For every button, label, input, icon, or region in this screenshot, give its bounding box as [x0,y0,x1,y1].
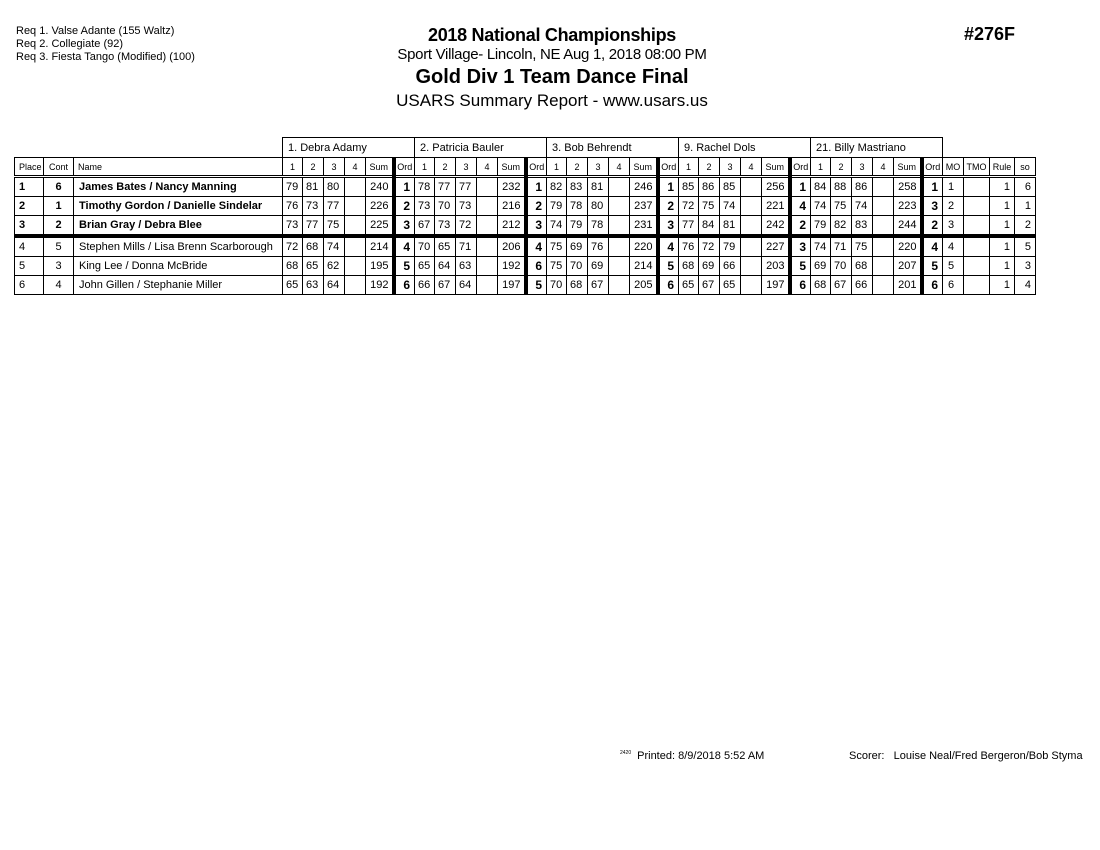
sum-cell: 212 [498,216,526,237]
sum-cell: 197 [498,276,526,295]
sum-cell: 207 [894,257,922,276]
tmo-cell [964,236,990,257]
contestant-number-cell: 1 [44,197,74,216]
score-2-cell: 86 [699,177,720,197]
ordinal-cell: 5 [658,257,679,276]
ordinal-cell: 3 [790,236,811,257]
mo-cell: 1 [943,177,964,197]
table-row [15,276,1036,295]
score-2-cell: 67 [699,276,720,295]
col-s1: 1 [679,158,699,177]
score-4-cell [873,177,894,197]
ordinal-cell: 6 [394,276,415,295]
ordinal-cell: 2 [922,216,943,237]
contestant-number-cell: 3 [44,257,74,276]
score-1-cell: 82 [547,177,567,197]
tmo-cell [964,197,990,216]
col-so: so [1015,158,1036,177]
table-row [15,236,1036,257]
rule-cell: 1 [990,276,1015,295]
sum-cell: 220 [894,236,922,257]
score-2-cell: 65 [303,257,324,276]
sum-cell: 195 [366,257,394,276]
score-3-cell: 86 [852,177,873,197]
score-4-cell [873,257,894,276]
ordinal-cell: 3 [526,216,547,237]
score-3-cell: 64 [324,276,345,295]
score-3-cell: 66 [852,276,873,295]
sum-cell: 231 [630,216,658,237]
score-2-cell: 73 [435,216,456,237]
col-s3: 3 [324,158,345,177]
place-cell: 4 [15,236,44,257]
score-4-cell [477,197,498,216]
ordinal-cell: 4 [790,197,811,216]
team-name-cell: John Gillen / Stephanie Miller [74,276,283,295]
ordinal-cell: 2 [658,197,679,216]
col-s2: 2 [567,158,588,177]
event-number: #276F [964,24,1016,44]
col-s4: 4 [741,158,762,177]
score-4-cell [609,236,630,257]
score-1-cell: 75 [547,257,567,276]
rule-cell: 1 [990,236,1015,257]
so-cell: 5 [1015,236,1036,257]
judge-4-name: 9. Rachel Dols [679,138,811,158]
col-s4: 4 [873,158,894,177]
table-row [15,197,1036,216]
score-4-cell [345,236,366,257]
contestant-number-cell: 6 [44,177,74,197]
score-1-cell: 65 [679,276,699,295]
score-4-cell [477,177,498,197]
score-4-cell [345,276,366,295]
team-name-cell: James Bates / Nancy Manning [74,177,283,197]
score-3-cell: 68 [852,257,873,276]
score-1-cell: 70 [547,276,567,295]
score-2-cell: 71 [831,236,852,257]
sum-cell: 214 [366,236,394,257]
col-ord: Ord [526,158,547,177]
judge-5-name: 21. Billy Mastriano [811,138,943,158]
ordinal-cell: 2 [526,197,547,216]
score-1-cell: 76 [679,236,699,257]
score-3-cell: 80 [324,177,345,197]
col-sum: Sum [894,158,922,177]
score-4-cell [609,216,630,237]
sum-cell: 225 [366,216,394,237]
col-s3: 3 [720,158,741,177]
score-3-cell: 77 [324,197,345,216]
score-2-cell: 68 [567,276,588,295]
score-3-cell: 81 [588,177,609,197]
col-s2: 2 [303,158,324,177]
sum-cell: 201 [894,276,922,295]
col-ord: Ord [790,158,811,177]
score-1-cell: 69 [811,257,831,276]
score-2-cell: 81 [303,177,324,197]
score-2-cell: 84 [699,216,720,237]
score-3-cell: 74 [852,197,873,216]
tmo-cell [964,177,990,197]
score-1-cell: 79 [283,177,303,197]
sum-cell: 244 [894,216,922,237]
score-1-cell: 73 [283,216,303,237]
sum-cell: 226 [366,197,394,216]
printed-date: Printed: 8/9/2018 5:52 AM [637,750,765,762]
col-s1: 1 [547,158,567,177]
sum-cell: 256 [762,177,790,197]
score-1-cell: 78 [415,177,435,197]
table-row [15,177,1036,197]
score-4-cell [477,216,498,237]
col-ord: Ord [394,158,415,177]
score-3-cell: 64 [456,276,477,295]
ordinal-cell: 1 [790,177,811,197]
ordinal-cell: 4 [526,236,547,257]
ordinal-cell: 6 [526,257,547,276]
score-1-cell: 77 [679,216,699,237]
team-name-cell: Stephen Mills / Lisa Brenn Scarborough [74,236,283,257]
score-2-cell: 72 [699,236,720,257]
team-name-cell: King Lee / Donna McBride [74,257,283,276]
ordinal-cell: 3 [922,197,943,216]
score-2-cell: 73 [303,197,324,216]
col-name: Name [74,158,283,177]
so-cell: 1 [1015,197,1036,216]
score-3-cell: 80 [588,197,609,216]
mo-cell: 6 [943,276,964,295]
sum-cell: 227 [762,236,790,257]
score-1-cell: 85 [679,177,699,197]
col-ord: Ord [658,158,679,177]
ordinal-cell: 6 [658,276,679,295]
score-2-cell: 68 [303,236,324,257]
col-cont: Cont [44,158,74,177]
report-header [352,24,752,112]
score-1-cell: 68 [679,257,699,276]
place-cell: 6 [15,276,44,295]
score-4-cell [609,276,630,295]
score-3-cell: 69 [588,257,609,276]
sum-cell: 192 [366,276,394,295]
col-s4: 4 [345,158,366,177]
score-4-cell [345,257,366,276]
col-s4: 4 [609,158,630,177]
sum-cell: 242 [762,216,790,237]
score-1-cell: 74 [811,236,831,257]
score-2-cell: 69 [567,236,588,257]
score-4-cell [741,216,762,237]
scorer-names: Louise Neal/Fred Bergeron/Bob Styma [893,750,1083,762]
sum-cell: 197 [762,276,790,295]
ordinal-cell: 5 [922,257,943,276]
score-1-cell: 75 [547,236,567,257]
score-3-cell: 62 [324,257,345,276]
rule-cell: 1 [990,197,1015,216]
col-s2: 2 [831,158,852,177]
score-2-cell: 75 [699,197,720,216]
score-2-cell: 67 [831,276,852,295]
results-table [14,137,1036,295]
sum-cell: 223 [894,197,922,216]
score-3-cell: 74 [720,197,741,216]
venue-date: Sport Village- Lincoln, NE Aug 1, 2018 08:00 PM [397,46,707,63]
col-ord: Ord [922,158,943,177]
score-1-cell: 76 [283,197,303,216]
sum-cell: 220 [630,236,658,257]
score-1-cell: 67 [415,216,435,237]
score-1-cell: 72 [283,236,303,257]
sum-cell: 205 [630,276,658,295]
place-cell: 5 [15,257,44,276]
sum-cell: 192 [498,257,526,276]
score-4-cell [741,197,762,216]
score-3-cell: 65 [720,276,741,295]
score-4-cell [477,276,498,295]
tmo-cell [964,276,990,295]
score-1-cell: 68 [811,276,831,295]
score-3-cell: 63 [456,257,477,276]
score-4-cell [741,276,762,295]
place-cell: 3 [15,216,44,237]
score-4-cell [873,216,894,237]
so-cell: 2 [1015,216,1036,237]
judge-1-name: 1. Debra Adamy [283,138,415,158]
col-s3: 3 [456,158,477,177]
score-3-cell: 72 [456,216,477,237]
report-title: USARS Summary Report - www.usars.us [396,91,708,110]
scorer-info [849,750,1083,762]
score-3-cell: 73 [456,197,477,216]
score-3-cell: 83 [852,216,873,237]
score-2-cell: 83 [567,177,588,197]
score-2-cell: 65 [435,236,456,257]
rule-cell: 1 [990,216,1015,237]
competition-title: 2018 National Championships [428,25,676,45]
col-place: Place [15,158,44,177]
tmo-cell [964,216,990,237]
col-s3: 3 [588,158,609,177]
mo-cell: 5 [943,257,964,276]
ordinal-cell: 6 [922,276,943,295]
score-4-cell [345,197,366,216]
place-cell: 2 [15,197,44,216]
ordinal-cell: 1 [922,177,943,197]
score-3-cell: 79 [720,236,741,257]
col-sum: Sum [630,158,658,177]
score-1-cell: 68 [283,257,303,276]
col-mo: MO [943,158,964,177]
judge-header-row [15,138,1036,158]
score-1-cell: 74 [547,216,567,237]
col-sum: Sum [762,158,790,177]
col-s4: 4 [477,158,498,177]
score-2-cell: 70 [435,197,456,216]
mo-cell: 4 [943,236,964,257]
score-2-cell: 82 [831,216,852,237]
column-header-row [15,158,1036,177]
ordinal-cell: 2 [394,197,415,216]
score-2-cell: 70 [831,257,852,276]
score-3-cell: 76 [588,236,609,257]
score-4-cell [873,236,894,257]
score-2-cell: 63 [303,276,324,295]
score-3-cell: 77 [456,177,477,197]
sum-cell: 240 [366,177,394,197]
score-1-cell: 84 [811,177,831,197]
ordinal-cell: 1 [658,177,679,197]
col-sum: Sum [498,158,526,177]
table-row [15,257,1036,276]
score-3-cell: 71 [456,236,477,257]
score-3-cell: 75 [324,216,345,237]
sum-cell: 221 [762,197,790,216]
sum-cell: 232 [498,177,526,197]
rule-cell: 1 [990,257,1015,276]
table-row [15,216,1036,237]
col-rule: Rule [990,158,1015,177]
requirements-list [16,25,195,64]
score-3-cell: 66 [720,257,741,276]
ordinal-cell: 3 [394,216,415,237]
col-s3: 3 [852,158,873,177]
score-2-cell: 77 [303,216,324,237]
sum-cell: 216 [498,197,526,216]
score-4-cell [477,257,498,276]
score-1-cell: 70 [415,236,435,257]
score-4-cell [609,177,630,197]
tmo-cell [964,257,990,276]
score-2-cell: 77 [435,177,456,197]
ordinal-cell: 3 [658,216,679,237]
score-4-cell [873,197,894,216]
place-cell: 1 [15,177,44,197]
requirement-3: Req 3. Fiesta Tango (Modified) (100) [16,51,195,63]
col-s2: 2 [699,158,720,177]
score-2-cell: 79 [567,216,588,237]
sum-cell: 206 [498,236,526,257]
score-4-cell [741,177,762,197]
score-2-cell: 69 [699,257,720,276]
scorer-label: Scorer: [849,750,885,762]
score-4-cell [345,177,366,197]
score-1-cell: 72 [679,197,699,216]
contestant-number-cell: 4 [44,276,74,295]
contestant-number-cell: 2 [44,216,74,237]
so-cell: 4 [1015,276,1036,295]
rule-cell: 1 [990,177,1015,197]
score-4-cell [741,236,762,257]
ordinal-cell: 5 [790,257,811,276]
score-1-cell: 65 [283,276,303,295]
score-2-cell: 88 [831,177,852,197]
printed-info [620,750,764,762]
score-4-cell [609,257,630,276]
report-code: 2420 [620,750,632,756]
score-1-cell: 79 [547,197,567,216]
event-title: Gold Div 1 Team Dance Final [415,66,689,88]
score-4-cell [477,236,498,257]
col-s1: 1 [283,158,303,177]
score-3-cell: 78 [588,216,609,237]
so-cell: 3 [1015,257,1036,276]
col-s2: 2 [435,158,456,177]
score-3-cell: 75 [852,236,873,257]
score-3-cell: 67 [588,276,609,295]
team-name-cell: Timothy Gordon / Danielle Sindelar [74,197,283,216]
score-1-cell: 79 [811,216,831,237]
mo-cell: 3 [943,216,964,237]
col-sum: Sum [366,158,394,177]
ordinal-cell: 4 [922,236,943,257]
ordinal-cell: 1 [394,177,415,197]
ordinal-cell: 5 [526,276,547,295]
ordinal-cell: 4 [658,236,679,257]
col-s1: 1 [415,158,435,177]
sum-cell: 203 [762,257,790,276]
score-4-cell [345,216,366,237]
score-2-cell: 64 [435,257,456,276]
score-3-cell: 74 [324,236,345,257]
so-cell: 6 [1015,177,1036,197]
score-4-cell [873,276,894,295]
contestant-number-cell: 5 [44,236,74,257]
sum-cell: 237 [630,197,658,216]
score-4-cell [741,257,762,276]
score-2-cell: 67 [435,276,456,295]
ordinal-cell: 2 [790,216,811,237]
score-1-cell: 73 [415,197,435,216]
score-4-cell [609,197,630,216]
requirement-1: Req 1. Valse Adante (155 Waltz) [16,25,175,37]
ordinal-cell: 4 [394,236,415,257]
sum-cell: 258 [894,177,922,197]
score-3-cell: 81 [720,216,741,237]
score-2-cell: 70 [567,257,588,276]
sum-cell: 246 [630,177,658,197]
score-1-cell: 74 [811,197,831,216]
score-1-cell: 66 [415,276,435,295]
sum-cell: 214 [630,257,658,276]
col-tmo: TMO [964,158,990,177]
ordinal-cell: 6 [790,276,811,295]
score-2-cell: 75 [831,197,852,216]
judge-3-name: 3. Bob Behrendt [547,138,679,158]
col-s1: 1 [811,158,831,177]
ordinal-cell: 1 [526,177,547,197]
judge-2-name: 2. Patricia Bauler [415,138,547,158]
requirement-2: Req 2. Collegiate (92) [16,38,124,50]
score-3-cell: 85 [720,177,741,197]
score-2-cell: 78 [567,197,588,216]
team-name-cell: Brian Gray / Debra Blee [74,216,283,237]
ordinal-cell: 5 [394,257,415,276]
score-1-cell: 65 [415,257,435,276]
mo-cell: 2 [943,197,964,216]
